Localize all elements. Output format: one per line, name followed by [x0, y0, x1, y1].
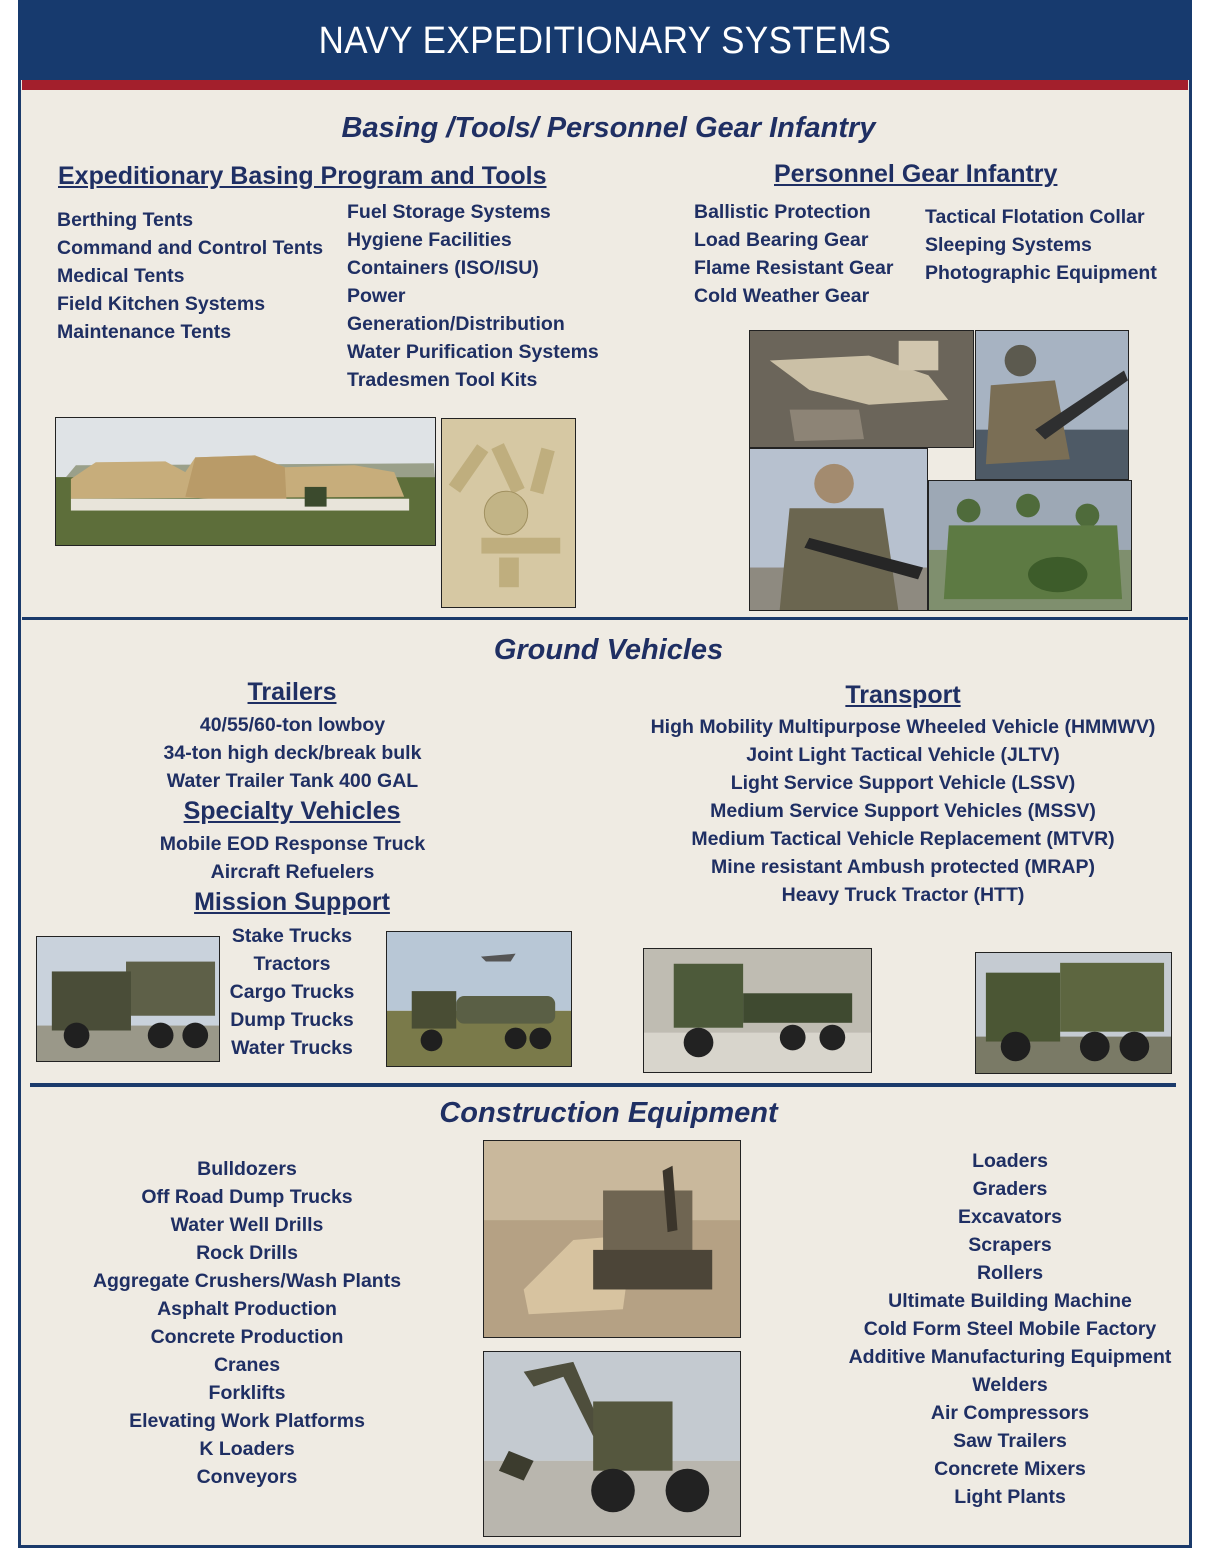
- aerial-camp-photo: [441, 418, 576, 608]
- list-item: Air Compressors: [930, 1402, 1090, 1424]
- list-item: Stake Trucks: [231, 925, 353, 947]
- list-item: Bulldozers: [197, 1158, 297, 1180]
- trailers-list: [150, 711, 435, 795]
- mtvr-photo: [643, 948, 872, 1073]
- list-item: Elevating Work Platforms: [129, 1410, 365, 1432]
- list-item: Additive Manufacturing Equipment: [848, 1346, 1172, 1368]
- list-item: Aircraft Refuelers: [210, 861, 375, 883]
- mrap-photo: [975, 952, 1172, 1074]
- list-item: Sleeping Systems: [925, 234, 1092, 256]
- section-title-basing: Basing /Tools/ Personnel Gear Infantry: [341, 112, 876, 144]
- section-divider-1: [22, 617, 1188, 620]
- list-item: Medium Tactical Vehicle Replacement (MTVR): [691, 828, 1115, 850]
- list-item: 34-ton high deck/break bulk: [163, 742, 422, 764]
- list-item: Cold Weather Gear: [694, 285, 870, 307]
- list-item: Off Road Dump Trucks: [141, 1186, 353, 1208]
- list-item: Berthing Tents: [57, 209, 194, 231]
- list-item: Concrete Mixers: [934, 1458, 1086, 1480]
- page-title: NAVY EXPEDITIONARY SYSTEMS: [318, 20, 892, 62]
- list-item: Ultimate Building Machine: [888, 1290, 1132, 1312]
- list-item: Water Purification Systems: [347, 341, 599, 363]
- list-item: Medical Tents: [57, 265, 185, 287]
- list-item: Hygiene Facilities: [347, 229, 512, 251]
- soldier-photo: [749, 448, 928, 611]
- list-item: Loaders: [972, 1150, 1048, 1172]
- list-item: Tradesmen Tool Kits: [347, 369, 538, 391]
- mission-list: [222, 922, 362, 1062]
- list-item: Welders: [972, 1374, 1048, 1396]
- list-item: Load Bearing Gear: [694, 229, 869, 251]
- dump-truck-photo: [36, 936, 220, 1062]
- list-item: Flame Resistant Gear: [694, 257, 894, 279]
- trailers-heading: Trailers: [247, 678, 337, 706]
- list-item: Light Service Support Vehicle (LSSV): [730, 772, 1076, 794]
- list-item: Light Plants: [954, 1486, 1066, 1508]
- list-item: Generation/Distribution: [347, 313, 565, 335]
- list-item: Conveyors: [196, 1466, 298, 1488]
- list-item: Saw Trailers: [953, 1430, 1067, 1452]
- list-item: Dump Trucks: [230, 1009, 354, 1031]
- section-divider-2: [30, 1083, 1176, 1087]
- gunner-photo: [975, 330, 1129, 480]
- holster-gear-photo: [749, 330, 974, 448]
- list-item: Cargo Trucks: [229, 981, 355, 1003]
- list-item: Joint Light Tactical Vehicle (JLTV): [746, 744, 1060, 766]
- list-item: Tractors: [253, 953, 331, 975]
- personnel-heading: Personnel Gear Infantry: [774, 160, 1058, 188]
- list-item: Asphalt Production: [157, 1298, 337, 1320]
- title-banner: [18, 0, 1192, 80]
- sailors-gear-photo: [928, 480, 1132, 611]
- list-item: Power: [347, 285, 406, 307]
- list-item: Rock Drills: [196, 1242, 298, 1264]
- list-item: 40/55/60-ton lowboy: [199, 714, 386, 736]
- list-item: Medium Service Support Vehicles (MSSV): [710, 800, 1096, 822]
- list-item: Scrapers: [968, 1234, 1052, 1256]
- transport-heading: Transport: [845, 681, 961, 709]
- personnel-list-1: [694, 198, 893, 310]
- expeditionary-list-1: [57, 206, 323, 346]
- list-item: Cold Form Steel Mobile Factory: [863, 1318, 1157, 1340]
- list-item: Water Trucks: [231, 1037, 353, 1059]
- list-item: Tactical Flotation Collar: [925, 206, 1145, 228]
- transport-list: [623, 713, 1183, 909]
- list-item: Forklifts: [208, 1382, 286, 1404]
- list-item: Rollers: [976, 1262, 1044, 1284]
- list-item: Field Kitchen Systems: [57, 293, 266, 315]
- list-item: Heavy Truck Tractor (HTT): [781, 884, 1025, 906]
- list-item: Photographic Equipment: [925, 262, 1157, 284]
- list-item: High Mobility Multipurpose Wheeled Vehicle (HMMWV): [650, 716, 1156, 738]
- list-item: Aggregate Crushers/Wash Plants: [92, 1270, 402, 1292]
- list-item: Mobile EOD Response Truck: [159, 833, 426, 855]
- expeditionary-heading: Expeditionary Basing Program and Tools: [58, 162, 547, 190]
- accent-rule: [22, 80, 1188, 90]
- list-item: Graders: [972, 1178, 1048, 1200]
- expeditionary-list-2: [347, 198, 599, 394]
- list-item: Excavators: [957, 1206, 1063, 1228]
- personnel-list-2: [925, 203, 1157, 287]
- list-item: Water Trailer Tank 400 GAL: [166, 770, 419, 792]
- list-item: Water Well Drills: [170, 1214, 324, 1236]
- list-item: Maintenance Tents: [57, 321, 232, 343]
- section-title-construction: Construction Equipment: [439, 1097, 778, 1129]
- construction-list-right: [830, 1147, 1190, 1511]
- list-item: Mine resistant Ambush protected (MRAP): [711, 856, 1095, 878]
- bulldozer-photo: [483, 1140, 741, 1338]
- specialty-list: [150, 830, 435, 886]
- specialty-heading: Specialty Vehicles: [183, 797, 401, 825]
- list-item: K Loaders: [199, 1438, 295, 1460]
- list-item: Fuel Storage Systems: [347, 201, 551, 223]
- construction-list-left: [57, 1155, 437, 1491]
- section-title-ground: Ground Vehicles: [493, 634, 724, 666]
- list-item: Ballistic Protection: [694, 201, 871, 223]
- list-item: Containers (ISO/ISU): [347, 257, 539, 279]
- backhoe-photo: [483, 1351, 741, 1537]
- tents-photo: [55, 417, 436, 546]
- refueler-photo: [386, 931, 572, 1067]
- list-item: Cranes: [213, 1354, 281, 1376]
- list-item: Concrete Production: [150, 1326, 344, 1348]
- list-item: Command and Control Tents: [57, 237, 324, 259]
- mission-heading: Mission Support: [194, 888, 390, 916]
